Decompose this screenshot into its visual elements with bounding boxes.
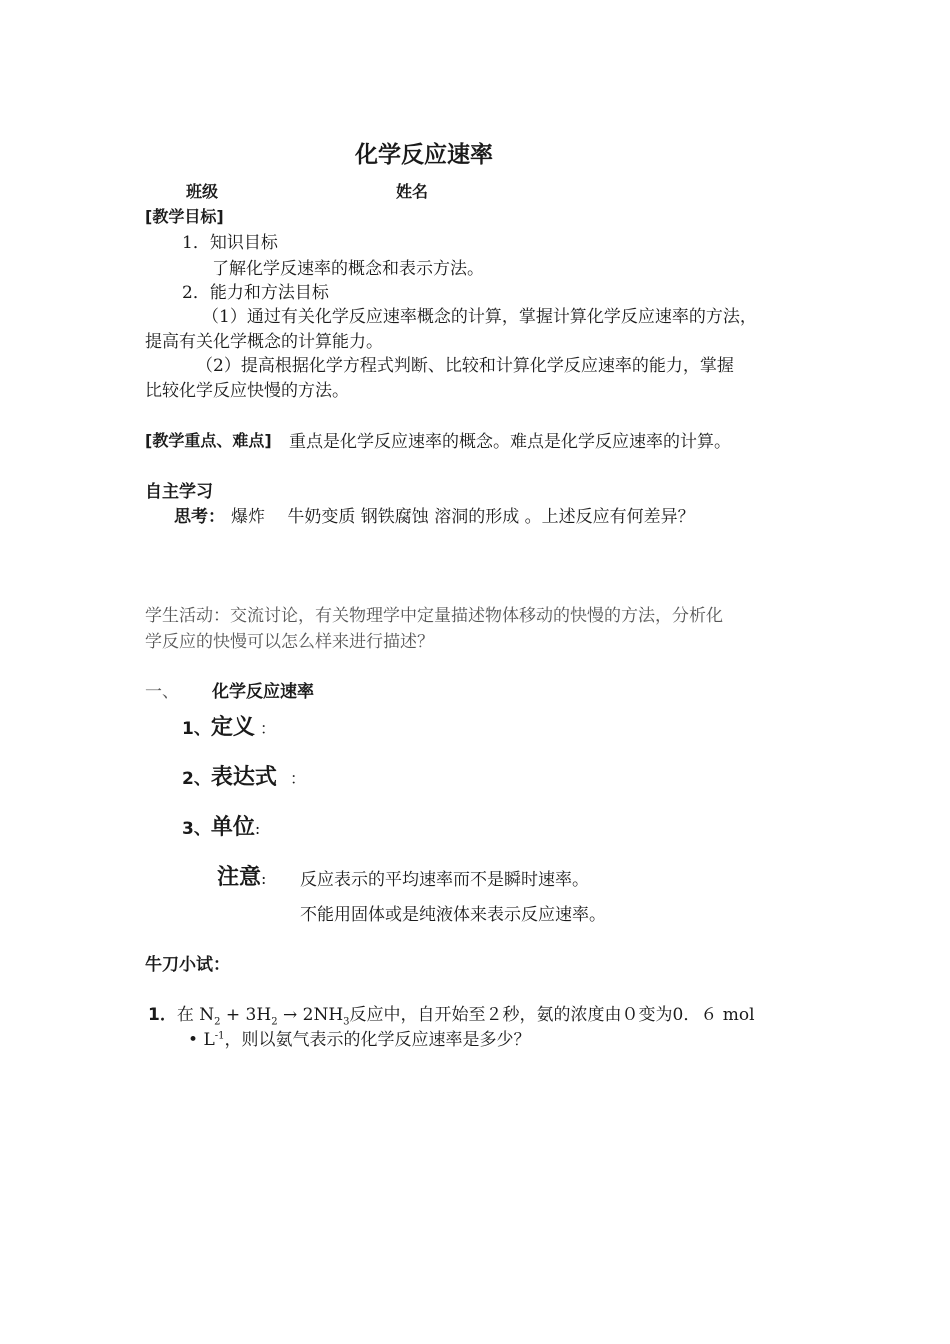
unit-symbol: L xyxy=(203,1030,215,1050)
unit-label: 单位 xyxy=(210,815,255,840)
note-line2: 不能用固体或是纯液体来表示反应速率。 xyxy=(300,905,606,925)
question-1-pre: 在 xyxy=(176,1005,200,1025)
reaction-arrow: → xyxy=(277,1005,303,1025)
question-1-rest: 反应中，自开始至２秒，氨的浓度由０变为0．６ mol xyxy=(349,1005,755,1025)
formula-n2: N xyxy=(199,1005,215,1025)
objectives-heading: [教学目标] xyxy=(145,207,224,226)
expression-number: 2、 xyxy=(182,769,211,789)
key-points-label: [教学重点、难点] xyxy=(145,431,272,450)
think-label: 思考： xyxy=(174,507,225,527)
note-label-group xyxy=(217,860,266,891)
definition-number: 1、 xyxy=(182,719,211,739)
self-study-heading: 自主学习 xyxy=(145,482,213,502)
note-line1: 反应表示的平均速率而不是瞬时速率。 xyxy=(300,870,589,890)
formula-nh3-subscript: 3 xyxy=(343,1016,350,1028)
knowledge-goal-text: 了解化学反速率的概念和表示方法。 xyxy=(212,259,484,279)
formula-plus-h2: + 3H xyxy=(220,1005,272,1025)
key-points-text: 重点是化学反应速率的概念。难点是化学反应速率的计算。 xyxy=(289,432,731,452)
expression-colon: ： xyxy=(289,769,306,788)
unit-number: 3、 xyxy=(182,819,211,839)
activity-line2: 学反应的快慢可以怎么样来进行描述？ xyxy=(145,632,434,652)
note-label: 注意 xyxy=(217,865,262,890)
formula-h2-subscript: 2 xyxy=(271,1016,278,1028)
note-colon: : xyxy=(261,869,267,888)
bullet-icon: • xyxy=(188,1030,199,1050)
page-title: 化学反应速率 xyxy=(355,142,493,168)
name-label: 姓名 xyxy=(396,182,429,201)
section-number: 一、 xyxy=(145,682,179,702)
ability-goal-title: 2．能力和方法目标 xyxy=(182,283,329,303)
practice-heading: 牛刀小试： xyxy=(145,955,230,975)
knowledge-goal-title: 1．知识目标 xyxy=(182,233,278,253)
formula-n2-subscript: 2 xyxy=(214,1016,221,1028)
ability-goal-1-line2: 提高有关化学概念的计算能力。 xyxy=(145,332,383,352)
definition-colon: ： xyxy=(259,719,276,738)
think-text: 爆炸 牛奶变质 钢铁腐蚀 溶洞的形成 。上述反应有何差异？ xyxy=(231,507,695,527)
ability-goal-2-line2: 比较化学反应快慢的方法。 xyxy=(145,381,349,401)
definition-label: 定义 xyxy=(210,715,255,740)
activity-line1: 学生活动：交流讨论，有关物理学中定量描述物体移动的快慢的方法，分析化 xyxy=(145,606,723,626)
class-label: 班级 xyxy=(186,182,219,201)
unit-item xyxy=(182,810,260,841)
expression-item xyxy=(182,760,306,791)
unit-superscript: -1 xyxy=(214,1030,225,1042)
question-1-line2-text: ，则以氨气表示的化学反应速率是多少？ xyxy=(224,1030,531,1050)
ability-goal-2-line1: （2）提高根据化学方程式判断、比较和计算化学反应速率的能力，掌握 xyxy=(196,356,734,376)
expression-label: 表达式 xyxy=(210,765,277,790)
ability-goal-1-line1: （1）通过有关化学反应速率概念的计算，掌握计算化学反应速率的方法， xyxy=(202,307,757,327)
definition-item xyxy=(182,710,276,741)
question-1-line2 xyxy=(188,1025,530,1050)
formula-nh3: 2NH xyxy=(302,1005,344,1025)
question-1-line1 xyxy=(148,1000,755,1027)
unit-colon: : xyxy=(254,819,261,838)
section-title: 化学反应速率 xyxy=(212,682,314,702)
question-1-number: 1． xyxy=(148,1005,177,1025)
